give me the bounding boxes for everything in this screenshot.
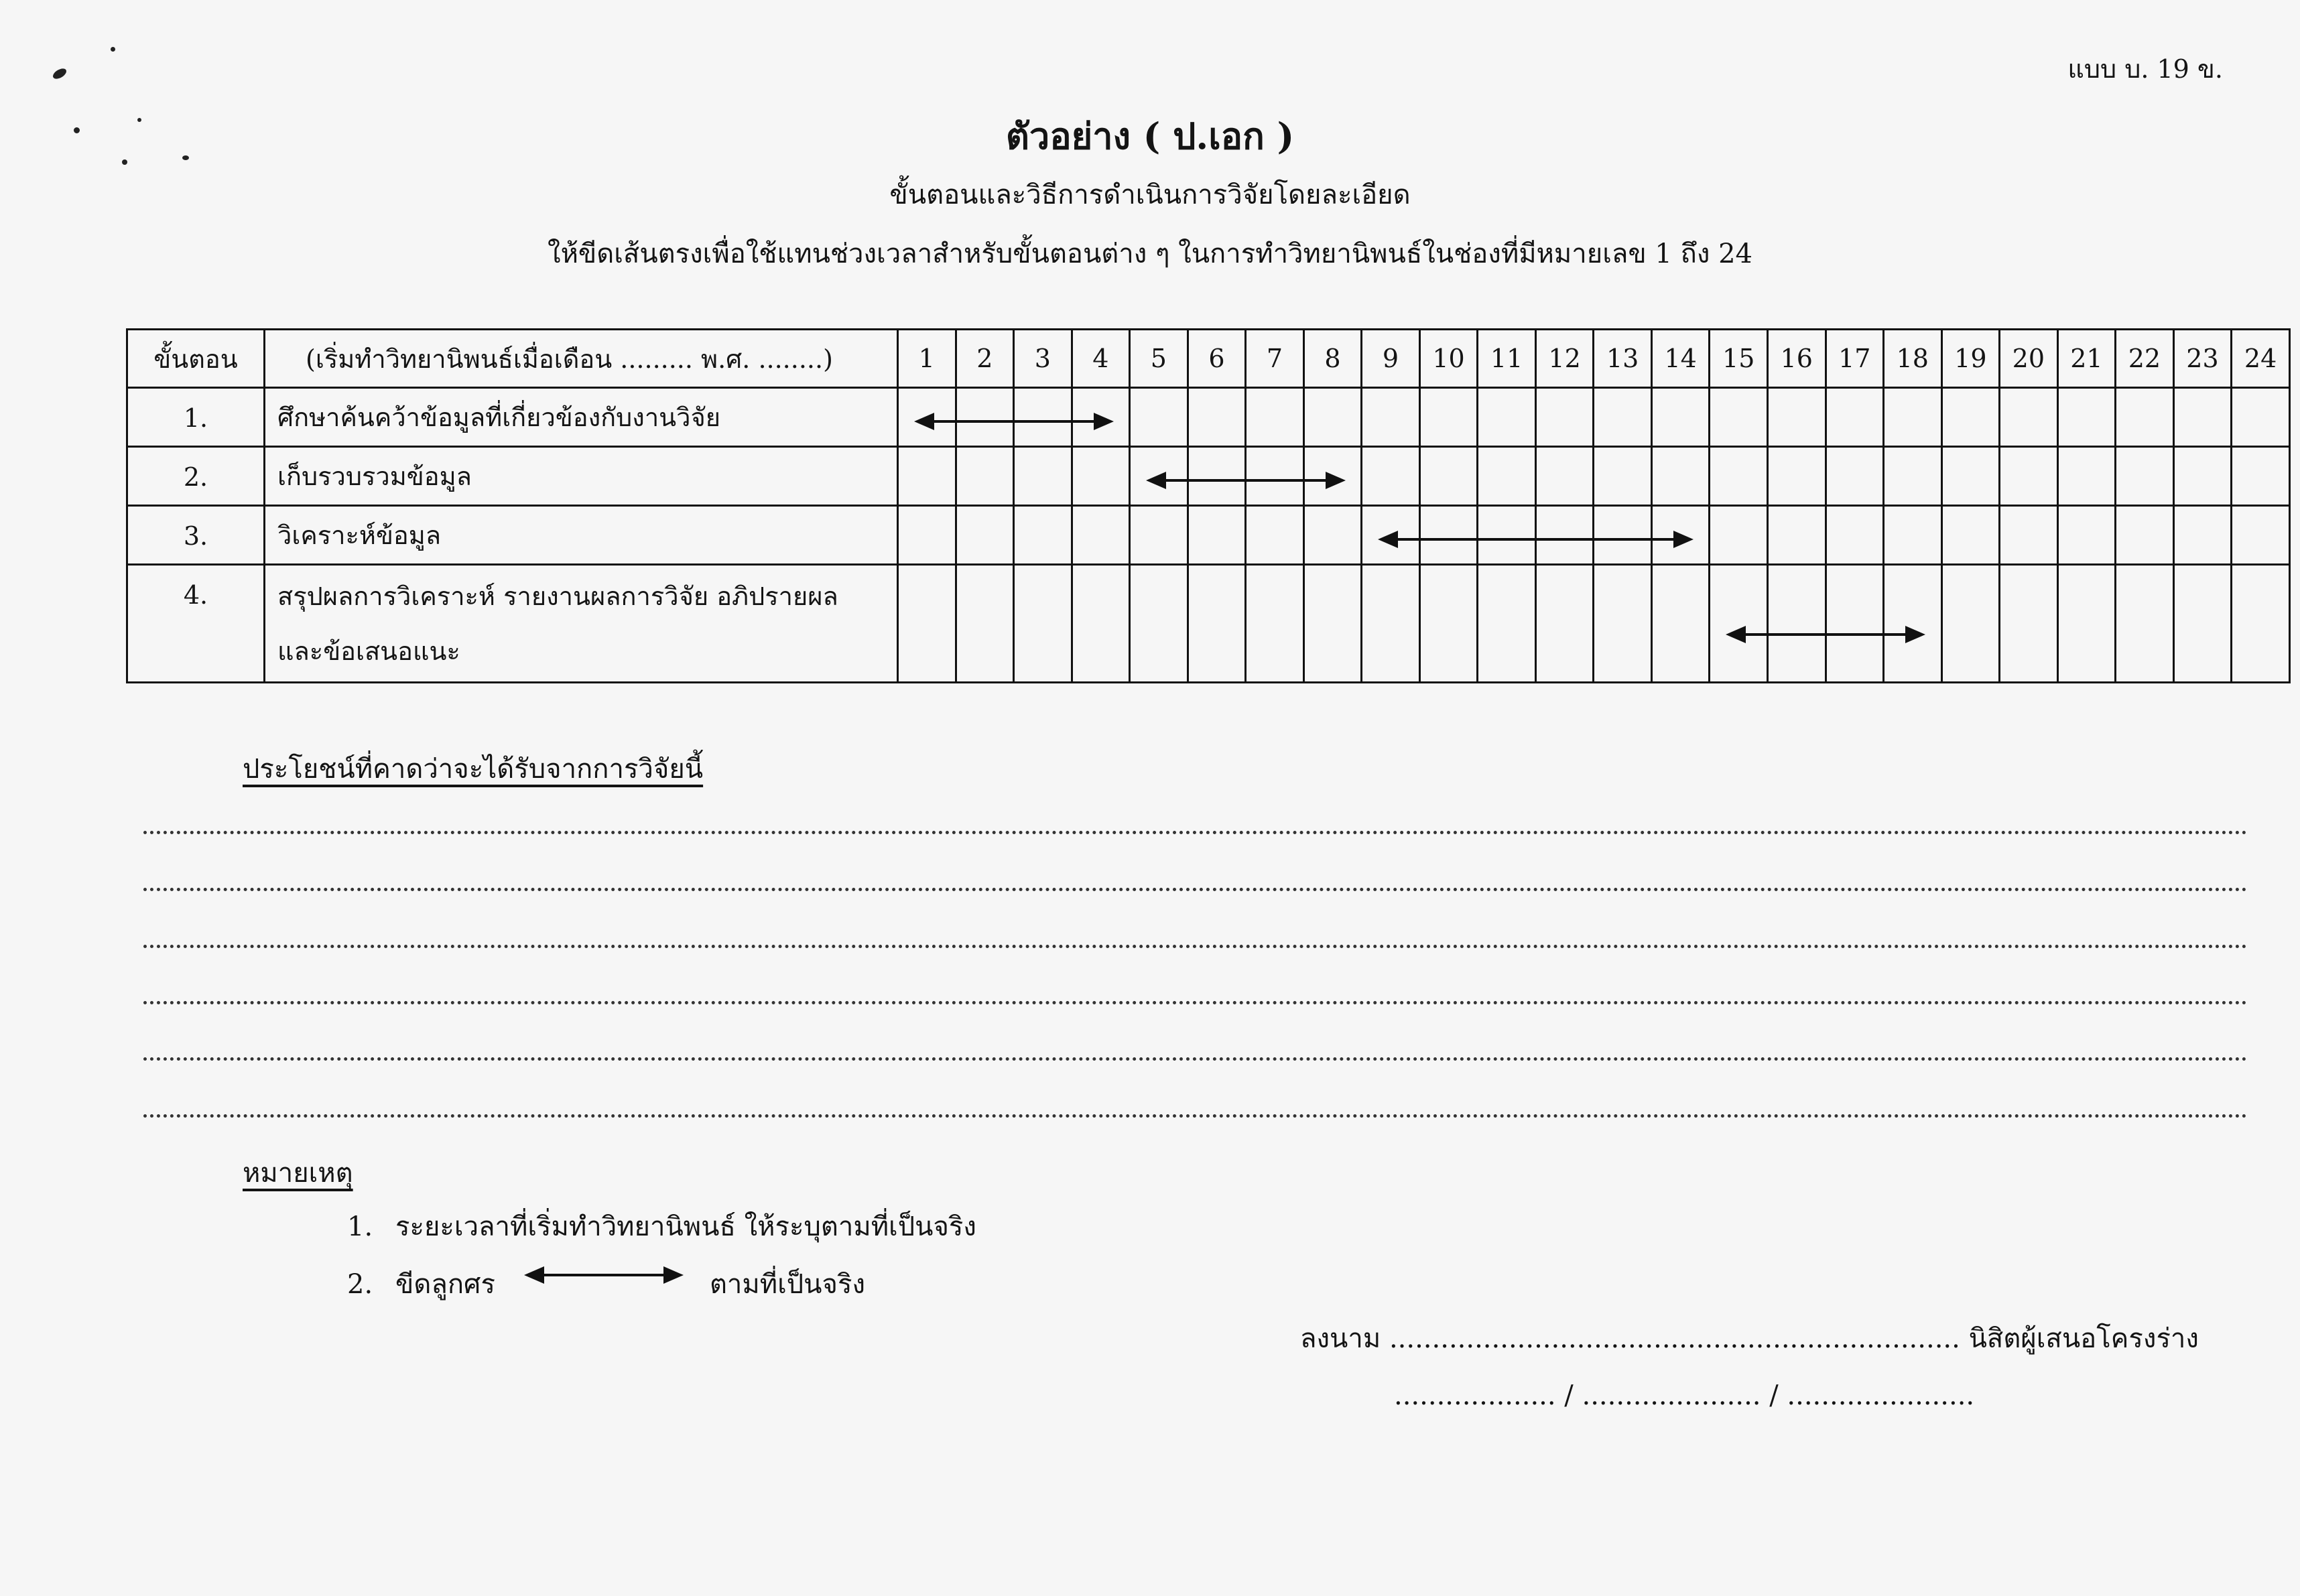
remark-text: ตามที่เป็นจริง xyxy=(709,1269,865,1300)
month-cell[interactable] xyxy=(1362,565,1420,683)
month-cell[interactable] xyxy=(1594,447,1652,506)
month-cell[interactable] xyxy=(1826,565,1884,683)
schedule-table xyxy=(126,328,2291,683)
signature-line xyxy=(1300,1317,2199,1359)
month-header: 23 xyxy=(2173,330,2232,388)
month-header: 24 xyxy=(2232,330,2290,388)
month-cell[interactable] xyxy=(2116,388,2174,447)
month-cell[interactable] xyxy=(1419,506,1478,565)
month-cell[interactable] xyxy=(1478,388,1536,447)
month-cell[interactable] xyxy=(2232,388,2290,447)
writing-line[interactable] xyxy=(143,1114,2248,1118)
month-cell[interactable] xyxy=(1710,565,1768,683)
activity-cell xyxy=(265,565,898,683)
month-header: 3 xyxy=(1014,330,1072,388)
month-cell[interactable] xyxy=(1710,506,1768,565)
month-cell[interactable] xyxy=(2057,565,2116,683)
month-cell[interactable] xyxy=(2232,447,2290,506)
month-cell[interactable] xyxy=(2173,506,2232,565)
month-cell[interactable] xyxy=(1072,447,1130,506)
step-number: 3. xyxy=(127,506,265,565)
month-cell[interactable] xyxy=(1884,506,1942,565)
month-header: 14 xyxy=(1651,330,1710,388)
month-header: 22 xyxy=(2116,330,2174,388)
month-cell[interactable] xyxy=(2000,565,2058,683)
paper-speck xyxy=(137,118,141,122)
month-cell[interactable] xyxy=(1246,388,1304,447)
timeline-arrow xyxy=(1731,633,1920,636)
month-cell[interactable] xyxy=(1535,565,1594,683)
remark-number: 2. xyxy=(347,1269,373,1300)
month-cell[interactable] xyxy=(1246,447,1304,506)
month-cell[interactable] xyxy=(1535,447,1594,506)
signature-label: ลงนาม xyxy=(1300,1323,1381,1354)
month-cell[interactable] xyxy=(1419,447,1478,506)
month-cell[interactable] xyxy=(1014,565,1072,683)
month-cell[interactable] xyxy=(1710,447,1768,506)
month-cell[interactable] xyxy=(1419,388,1478,447)
remark-heading: หมายเหตุ xyxy=(243,1158,353,1189)
month-cell[interactable] xyxy=(1014,506,1072,565)
month-cell[interactable] xyxy=(1767,447,1826,506)
timeline-arrow xyxy=(1151,479,1340,482)
month-cell[interactable] xyxy=(1130,565,1188,683)
date-line[interactable]: ................... / ..................... / ...................... xyxy=(1394,1380,1975,1411)
paper-speck xyxy=(122,159,127,165)
month-header: 8 xyxy=(1303,330,1362,388)
month-cell[interactable] xyxy=(2057,447,2116,506)
month-header: 18 xyxy=(1884,330,1942,388)
activity-cell xyxy=(265,388,898,447)
month-cell[interactable] xyxy=(1767,506,1826,565)
table-row xyxy=(127,447,2290,506)
month-cell[interactable] xyxy=(1594,506,1652,565)
instruction-text: ให้ขีดเส้นตรงเพื่อใช้แทนช่วงเวลาสำหรับขั้นตอนต่าง ๆ ในการทำวิทยานิพนธ์ในช่องที่มีหมายเลข 1 ถึง 24 xyxy=(548,239,1752,269)
header-activity: (เริ่มทำวิทยานิพนธ์เมื่อเดือน ......... พ.ศ. ........) xyxy=(265,330,898,388)
month-cell[interactable] xyxy=(1710,388,1768,447)
writing-line[interactable] xyxy=(143,1001,2248,1004)
month-cell[interactable] xyxy=(2000,506,2058,565)
month-cell[interactable] xyxy=(2173,388,2232,447)
month-header: 19 xyxy=(1941,330,2000,388)
month-cell[interactable] xyxy=(2232,565,2290,683)
remark-item-1 xyxy=(347,1205,976,1248)
month-cell[interactable] xyxy=(1130,506,1188,565)
paper-speck xyxy=(51,66,68,80)
month-cell[interactable] xyxy=(1362,388,1420,447)
step-number: 1. xyxy=(127,388,265,447)
month-cell[interactable] xyxy=(2232,506,2290,565)
month-cell[interactable] xyxy=(1246,565,1304,683)
month-cell[interactable] xyxy=(1072,565,1130,683)
month-cell[interactable] xyxy=(1826,447,1884,506)
month-cell[interactable] xyxy=(1826,388,1884,447)
month-header: 12 xyxy=(1535,330,1594,388)
month-cell[interactable] xyxy=(2116,506,2174,565)
month-header: 11 xyxy=(1478,330,1536,388)
month-cell[interactable] xyxy=(1767,388,1826,447)
month-cell[interactable] xyxy=(898,506,956,565)
month-cell[interactable] xyxy=(2000,388,2058,447)
month-cell[interactable] xyxy=(1884,447,1942,506)
month-cell[interactable] xyxy=(1419,565,1478,683)
month-header: 6 xyxy=(1188,330,1246,388)
writing-line[interactable] xyxy=(143,831,2248,834)
paper-speck xyxy=(74,127,80,133)
remark-number: 1. xyxy=(347,1211,373,1242)
month-cell[interactable] xyxy=(1072,506,1130,565)
month-cell[interactable] xyxy=(1478,447,1536,506)
month-cell[interactable] xyxy=(1014,447,1072,506)
month-cell[interactable] xyxy=(2116,447,2174,506)
month-header: 16 xyxy=(1767,330,1826,388)
month-cell[interactable] xyxy=(1478,506,1536,565)
month-cell[interactable] xyxy=(956,388,1014,447)
month-cell[interactable] xyxy=(1535,388,1594,447)
month-header: 20 xyxy=(2000,330,2058,388)
month-header: 2 xyxy=(956,330,1014,388)
step-number: 2. xyxy=(127,447,265,506)
month-cell[interactable] xyxy=(1535,506,1594,565)
month-cell[interactable] xyxy=(2173,447,2232,506)
month-header: 5 xyxy=(1130,330,1188,388)
activity-text: สรุปผลการวิเคราะห์ รายงานผลการวิจัย อภิปรายผล xyxy=(277,581,838,611)
month-cell[interactable] xyxy=(1826,506,1884,565)
month-header: 21 xyxy=(2057,330,2116,388)
month-cell[interactable] xyxy=(1941,388,2000,447)
activity-cell xyxy=(265,447,898,506)
table-row xyxy=(127,506,2290,565)
remark-text: ระยะเวลาที่เริ่มทำวิทยานิพนธ์ ให้ระบุตามที่เป็นจริง xyxy=(395,1211,976,1242)
page-title: ตัวอย่าง ( ป.เอก ) xyxy=(1005,115,1295,157)
writing-line[interactable] xyxy=(143,888,2248,891)
month-cell[interactable] xyxy=(956,565,1014,683)
month-cell[interactable] xyxy=(956,506,1014,565)
month-cell[interactable] xyxy=(1884,388,1942,447)
month-header: 17 xyxy=(1826,330,1884,388)
double-arrow-icon xyxy=(529,1274,678,1276)
month-cell[interactable] xyxy=(1362,447,1420,506)
month-cell[interactable] xyxy=(1188,506,1246,565)
month-cell[interactable] xyxy=(1303,506,1362,565)
month-cell[interactable] xyxy=(1303,388,1362,447)
month-cell[interactable] xyxy=(1651,565,1710,683)
step-number: 4. xyxy=(127,565,265,683)
month-cell[interactable] xyxy=(898,447,956,506)
month-cell[interactable] xyxy=(1941,447,2000,506)
month-header: 15 xyxy=(1710,330,1768,388)
month-cell[interactable] xyxy=(1594,388,1652,447)
table-row xyxy=(127,388,2290,447)
month-cell[interactable] xyxy=(1246,506,1304,565)
month-header: 1 xyxy=(898,330,956,388)
month-cell[interactable] xyxy=(898,565,956,683)
month-header: 7 xyxy=(1246,330,1304,388)
activity-text: เก็บรวบรวมข้อมูล xyxy=(277,461,472,491)
month-cell[interactable] xyxy=(1188,447,1246,506)
remark-text: ขีดลูกศร xyxy=(395,1269,495,1300)
month-cell[interactable] xyxy=(2057,388,2116,447)
writing-line[interactable] xyxy=(143,945,2248,948)
timeline-arrow xyxy=(919,420,1108,423)
month-header: 10 xyxy=(1419,330,1478,388)
table-row xyxy=(127,565,2290,683)
month-cell[interactable] xyxy=(2116,565,2174,683)
header-step: ขั้นตอน xyxy=(127,330,265,388)
page-subtitle: ขั้นตอนและวิธีการดำเนินการวิจัยโดยละเอียด xyxy=(889,180,1411,210)
activity-text: ศึกษาค้นคว้าข้อมูลที่เกี่ยวข้องกับงานวิจัย xyxy=(277,402,721,432)
activity-text: และข้อเสนอแนะ xyxy=(277,636,460,666)
table-header-row xyxy=(127,330,2290,388)
month-cell[interactable] xyxy=(956,447,1014,506)
writing-line[interactable] xyxy=(143,1057,2248,1061)
month-cell[interactable] xyxy=(1478,565,1536,683)
month-cell[interactable] xyxy=(1014,388,1072,447)
month-cell[interactable] xyxy=(1767,565,1826,683)
month-cell[interactable] xyxy=(2000,447,2058,506)
month-cell[interactable] xyxy=(1941,565,2000,683)
month-cell[interactable] xyxy=(1651,388,1710,447)
month-cell[interactable] xyxy=(1188,388,1246,447)
activity-cell xyxy=(265,506,898,565)
month-header: 13 xyxy=(1594,330,1652,388)
benefit-heading: ประโยชน์ที่คาดว่าจะได้รับจากการวิจัยนี้ xyxy=(243,754,704,785)
timeline-arrow xyxy=(1383,538,1688,541)
month-cell[interactable] xyxy=(1130,388,1188,447)
month-cell[interactable] xyxy=(2057,506,2116,565)
month-cell[interactable] xyxy=(2173,565,2232,683)
paper-speck xyxy=(182,155,189,160)
remark-item-2 xyxy=(347,1262,865,1305)
signature-blank[interactable]: ................................................................... xyxy=(1389,1323,1960,1354)
form-code: แบบ บ. 19 ข. xyxy=(2067,54,2223,84)
month-header: 4 xyxy=(1072,330,1130,388)
month-cell[interactable] xyxy=(1303,565,1362,683)
month-cell[interactable] xyxy=(1594,565,1652,683)
month-cell[interactable] xyxy=(1188,565,1246,683)
month-header: 9 xyxy=(1362,330,1420,388)
month-cell[interactable] xyxy=(1884,565,1942,683)
month-cell[interactable] xyxy=(1941,506,2000,565)
paper-speck xyxy=(111,47,115,52)
activity-text: วิเคราะห์ข้อมูล xyxy=(277,520,442,550)
month-cell[interactable] xyxy=(1651,447,1710,506)
signature-role: นิสิตผู้เสนอโครงร่าง xyxy=(1968,1323,2199,1354)
